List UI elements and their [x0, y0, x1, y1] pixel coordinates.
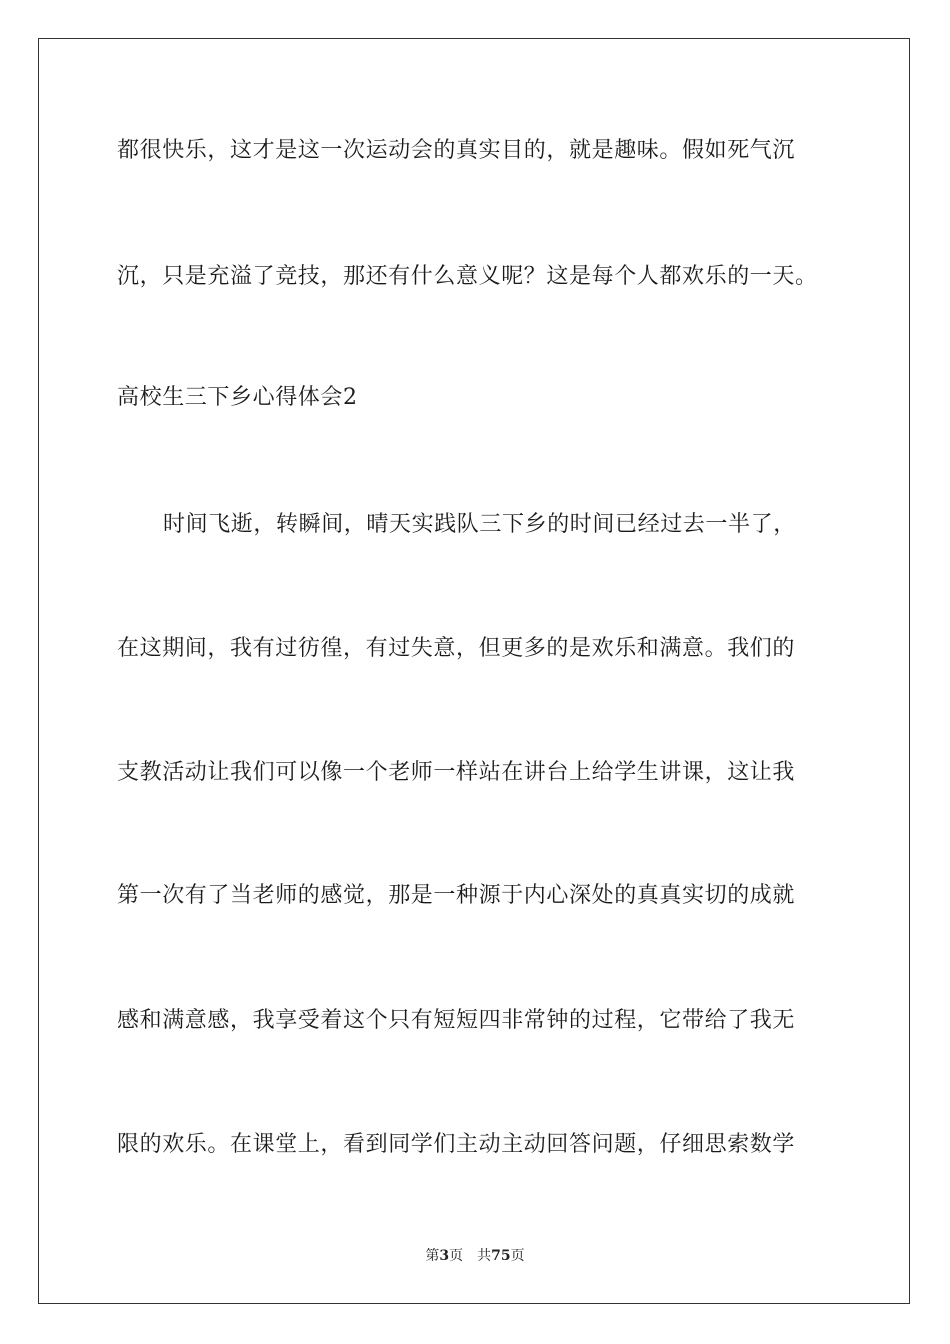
paragraph-line-7: 感和满意感，我享受着这个只有短短四非常钟的过程，它带给了我无: [117, 1008, 796, 1033]
section-heading: 高校生三下乡心得体会2: [117, 385, 358, 410]
footer-total-pages: 75: [491, 1248, 511, 1264]
paragraph-line-8: 限的欢乐。在课堂上，看到同学们主动主动回答问题，仔细思索数学: [117, 1132, 796, 1157]
footer-page-number: 3: [439, 1248, 450, 1264]
footer-page-prefix: 第: [425, 1248, 440, 1264]
page-footer: [0, 1247, 950, 1265]
paragraph-line-2: 沉，只是充溢了竞技，那还有什么意义呢？这是每个人都欢乐的一天。: [117, 264, 818, 289]
footer-total-suffix: 页: [510, 1248, 525, 1264]
paragraph-line-5: 支教活动让我们可以像一个老师一样站在讲台上给学生讲课，这让我: [117, 760, 796, 785]
paragraph-line-6: 第一次有了当老师的感觉，那是一种源于内心深处的真真实切的成就: [117, 883, 796, 908]
paragraph-line-4: 在这期间，我有过彷徨，有过失意，但更多的是欢乐和满意。我们的: [117, 636, 796, 661]
paragraph-line-1: 都很快乐，这才是这一次运动会的真实目的，就是趣味。假如死气沉: [117, 138, 796, 163]
footer-page-suffix: 页: [449, 1248, 464, 1264]
page-border: [38, 38, 910, 1304]
paragraph-line-3: 时间飞逝，转瞬间，晴天实践队三下乡的时间已经过去一半了，: [163, 512, 796, 537]
footer-total-prefix: 共: [477, 1248, 492, 1264]
